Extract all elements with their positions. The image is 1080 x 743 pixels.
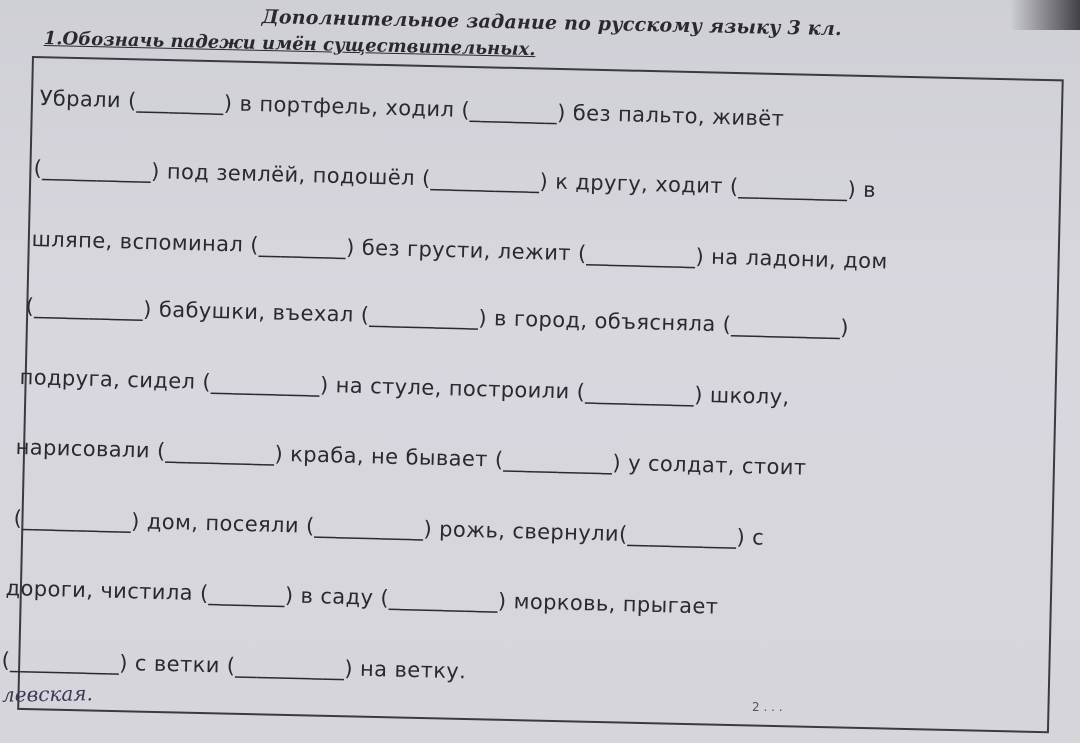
exercise-line-8: дороги, чистила (_______) в саду (__________) морковь, прыгает <box>5 576 719 619</box>
task-instruction: 1.Обозначь падежи имён существительных. <box>43 28 536 61</box>
exercise-line-3: шляпе, вспоминал (________) без грусти, лежит (__________) на ладони, дом <box>31 227 888 274</box>
exercise-line-5: подруга, сидел (__________) на стуле, построили (__________) школу, <box>19 365 790 410</box>
exercise-line-6: нарисовали (__________) краба, не бывает (__________) у солдат, стоит <box>15 435 807 480</box>
exercise-line-7: (__________) дом, посеяли (__________) рожь, свернули(__________) с <box>13 506 765 550</box>
dark-corner <box>1010 0 1080 30</box>
exercise-line-9: (__________) с ветки (__________) на ветку. <box>1 648 467 684</box>
exercise-line-2: (__________) под землёй, подошёл (__________) к другу, ходит (__________) в <box>33 156 877 203</box>
exercise-line-1: Убрали (________) в портфель, ходил (________) без пальто, живёт <box>39 86 785 131</box>
worksheet-title: Дополнительное задание по русскому языку 3 кл. <box>261 6 842 41</box>
handwritten-signature: левская. <box>1 681 94 707</box>
page-mark: 2 . . . <box>752 700 783 714</box>
exercise-line-4: (__________) бабушки, въехал (__________) в город, объясняла (__________) <box>25 294 850 340</box>
